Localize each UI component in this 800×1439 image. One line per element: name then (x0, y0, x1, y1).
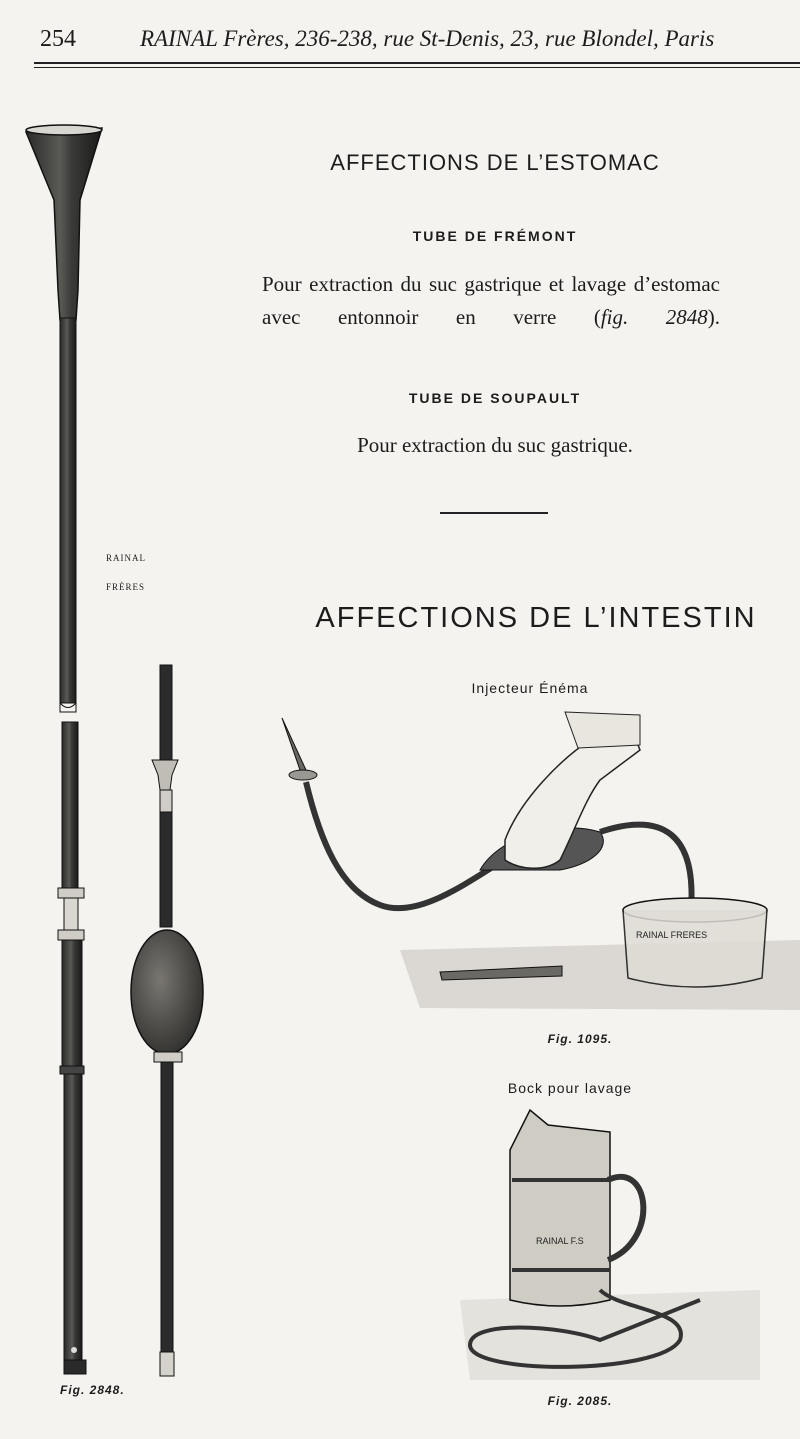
figure-label-2848: Fig. 2848. (60, 1383, 125, 1397)
paragraph-tube-soupault: Pour extraction du suc gastrique. (357, 433, 633, 457)
heading-tube-fremont: TUBE DE FRÉMONT (412, 228, 578, 244)
figure-label-1095: Fig. 1095. (547, 1032, 613, 1046)
fig-ref-close: ). (707, 305, 720, 329)
caption-injecteur-enema: Injecteur Énéma (471, 680, 589, 696)
fig-ref-label: fig. (600, 305, 629, 329)
fig-ref-open: ( (593, 305, 601, 329)
fig-ref-number: 2848 (665, 305, 708, 329)
fremont-text: Pour extraction du suc gastrique et lavage d’estomac avec entonnoir en verre (262, 272, 720, 329)
maker-mark-freres: FRÈRES (106, 582, 146, 592)
section-title-estomac: AFFECTIONS DE L’ESTOMAC (330, 150, 660, 175)
page-number: 254 (40, 26, 76, 52)
basin-brand-text: RAINAL FRERES (636, 930, 708, 940)
section-title-intestin: AFFECTIONS DE L’INTESTIN (315, 602, 757, 634)
maker-mark-rainal: RAINAL (106, 553, 146, 563)
figure-label-2085: Fig. 2085. (547, 1394, 613, 1408)
caption-bock-pour-lavage: Bock pour lavage (507, 1080, 633, 1096)
bock-brand-text: RAINAL F.S (536, 1236, 584, 1246)
heading-tube-soupault: TUBE DE SOUPAULT (408, 390, 582, 406)
publisher-header: RAINAL Frères, 236-238, rue St-Denis, 23, rue Blondel, Paris (140, 26, 715, 51)
